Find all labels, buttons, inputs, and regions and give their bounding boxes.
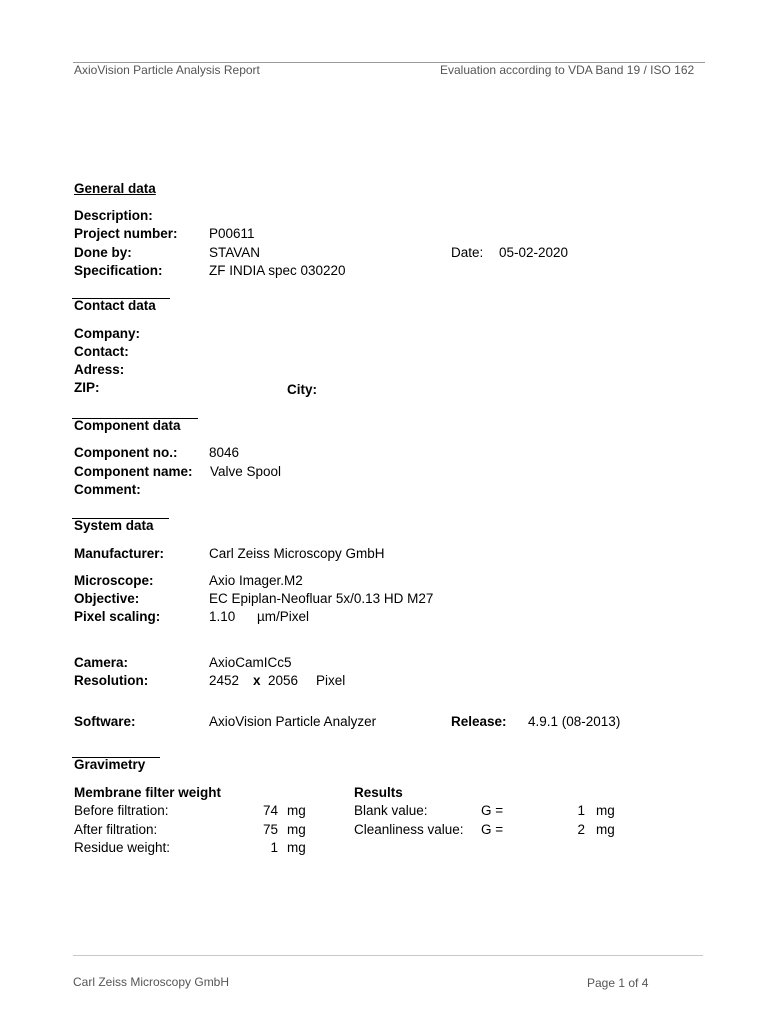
header-left-title: AxioVision Particle Analysis Report [74,63,260,77]
pixel-scaling-value: 1.10 [209,609,236,624]
after-filtration-value: 75 [262,822,278,837]
resolution-unit: Pixel [316,673,346,688]
resolution-times: x [253,673,261,688]
cleanliness-value-number: 2 [577,822,585,837]
done-by-value: STAVAN [209,245,261,260]
before-filtration-label: Before filtration: [74,803,169,818]
objective-label: Objective: [74,591,140,606]
footer-rule [73,955,703,956]
description-label: Description: [74,208,153,223]
manufacturer-label: Manufacturer: [74,546,165,561]
comment-label: Comment: [74,482,141,497]
address-label: Adress: [74,362,125,377]
component-no-value: 8046 [209,445,240,460]
gravimetry-heading: Gravimetry [74,757,146,772]
resolution-width: 2452 [209,673,240,688]
pixel-scaling-unit: µm/Pixel [257,609,310,624]
membrane-filter-weight-heading: Membrane filter weight [74,785,222,800]
microscope-label: Microscope: [74,573,154,588]
release-value: 4.9.1 (08-2013) [528,714,621,729]
cleanliness-value-label: Cleanliness value: [354,822,464,837]
cleanliness-value-symbol: G = [481,822,504,837]
camera-label: Camera: [74,655,129,670]
company-label: Company: [74,326,141,341]
blank-value-label: Blank value: [354,803,428,818]
specification-value: ZF INDIA spec 030220 [209,263,346,278]
done-by-label: Done by: [74,245,132,260]
zip-label: ZIP: [74,380,100,395]
residue-weight-value: 1 [270,840,278,855]
blank-value-unit: mg [596,803,615,818]
after-filtration-unit: mg [287,822,306,837]
resolution-label: Resolution: [74,673,149,688]
specification-label: Specification: [74,263,163,278]
microscope-value: Axio Imager.M2 [209,573,303,588]
page-number: Page 1 of 4 [587,976,649,990]
before-filtration-value: 74 [262,803,278,818]
release-label: Release: [451,714,507,729]
system-data-heading: System data [74,518,154,533]
blank-value-number: 1 [577,803,585,818]
residue-weight-label: Residue weight: [74,840,171,855]
camera-value: AxioCamICc5 [209,655,292,670]
resolution-height: 2056 [268,673,299,688]
general-data-heading: General data [74,181,156,196]
contact-data-heading: Contact data [74,298,156,313]
software-value: AxioVision Particle Analyzer [209,714,377,729]
component-name-value: Valve Spool [210,464,282,479]
date-value: 05-02-2020 [499,245,569,260]
after-filtration-label: After filtration: [74,822,158,837]
cleanliness-value-unit: mg [596,822,615,837]
residue-weight-unit: mg [287,840,306,855]
contact-label: Contact: [74,344,129,359]
header-right-title: Evaluation according to VDA Band 19 / ISO 162 [440,63,695,77]
objective-value: EC Epiplan-Neofluar 5x/0.13 HD M27 [209,591,434,606]
pixel-scaling-label: Pixel scaling: [74,609,161,624]
component-data-heading: Component data [74,418,181,433]
component-name-label: Component name: [74,464,193,479]
project-number-value: P00611 [209,226,255,241]
results-heading: Results [354,785,403,800]
project-number-label: Project number: [74,226,178,241]
blank-value-symbol: G = [481,803,504,818]
component-no-label: Component no.: [74,445,178,460]
software-label: Software: [74,714,136,729]
footer-company: Carl Zeiss Microscopy GmbH [73,975,230,989]
date-label: Date: [451,245,484,260]
before-filtration-unit: mg [287,803,306,818]
city-label: City: [287,382,317,397]
manufacturer-value: Carl Zeiss Microscopy GmbH [209,546,385,561]
